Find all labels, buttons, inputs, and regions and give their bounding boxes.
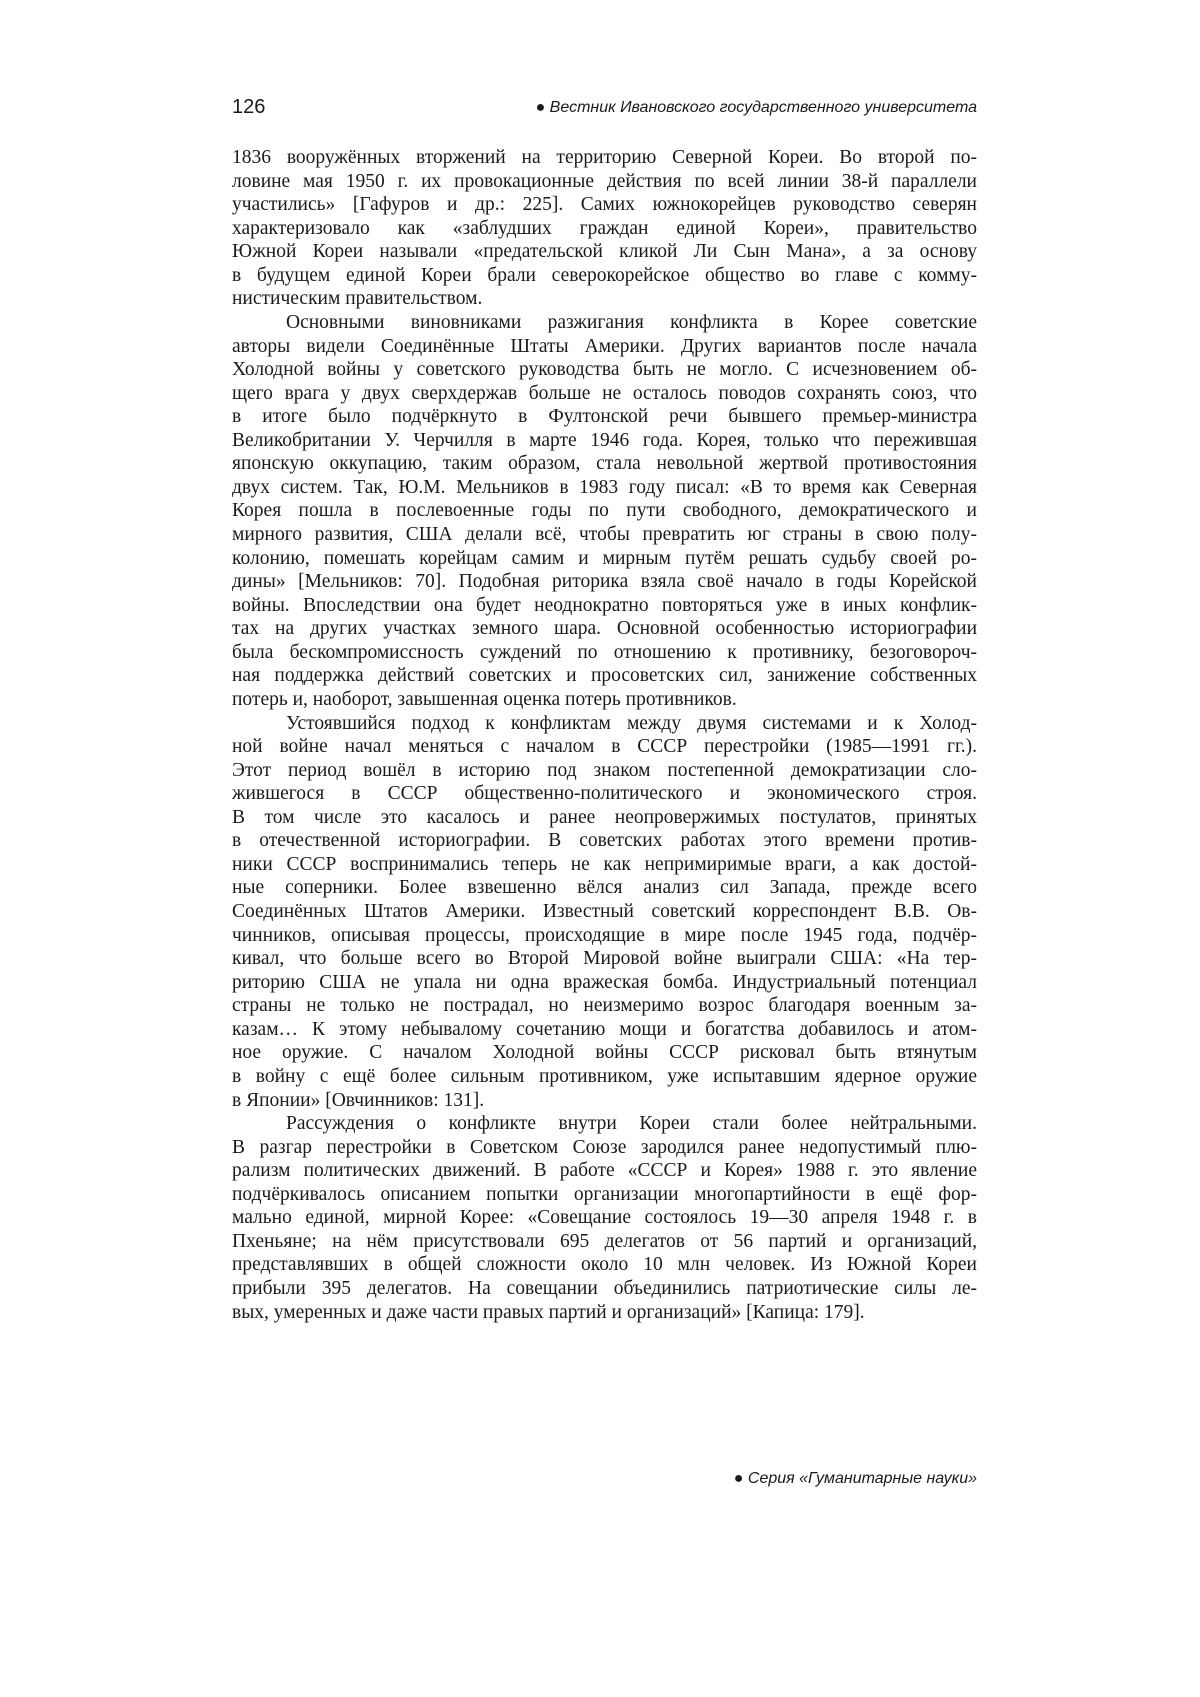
text-line: была бескомпромиссность суждений по отношению к противнику, безоговороч- <box>232 641 977 663</box>
series-footer: ● Серия «Гуманитарные науки» <box>733 1470 977 1487</box>
text-line: в отечественной историографии. В советских работах этого времени против- <box>232 830 977 852</box>
text-line: жившегося в СССР общественно-политического и экономического строя. <box>232 783 977 805</box>
text-line: щего врага у двух сверхдержав больше не осталось поводов сохранять союз, что <box>232 382 977 404</box>
journal-title: ● Вестник Ивановского государственного университета <box>535 99 977 116</box>
text-line: 1836 вооружённых вторжений на территорию Северной Кореи. Во второй по- <box>232 147 977 168</box>
text-line: нистическим правительством. <box>232 288 483 310</box>
text-line: В том числе это касалось и ранее неопровержимых постулатов, принятых <box>232 806 977 828</box>
text-line: представлявших в общей сложности около 10 млн человек. Из Южной Кореи <box>232 1254 977 1276</box>
text-line: Холодной войны у советского руководства быть не могло. С исчезновением об- <box>232 359 977 381</box>
text-line: характеризовало как «заблудших граждан единой Кореи», правительство <box>232 217 977 239</box>
text-line: чинников, описывая процессы, происходящие в мире после 1945 года, подчёр- <box>232 924 977 946</box>
text-line: Южной Кореи называли «предательской кликой Ли Сын Мана», а за основу <box>232 241 977 263</box>
text-line: Корея пошла в послевоенные годы по пути свободного, демократического и <box>232 500 977 522</box>
text-line: в Японии» [Овчинников: 131]. <box>232 1089 485 1111</box>
text-line: кивал, что больше всего во Второй Мировой войне выиграли США: «На тер- <box>232 948 977 970</box>
text-line: мирного развития, США делали всё, чтобы превратить юг страны в свою полу- <box>232 524 977 545</box>
text-line: ники СССР воспринимались теперь не как непримиримые враги, а как достой- <box>232 853 977 875</box>
text-line: в войну с ещё более сильным противником, уже испытавшим ядерное оружие <box>232 1065 977 1087</box>
text-line: риторию США не упала ни одна вражеская бомба. Индустриальный потенциал <box>232 971 977 993</box>
paragraph <box>232 712 977 1113</box>
text-line: двух систем. Так, Ю.М. Мельников в 1983 году писал: «В то время как Северная <box>232 476 977 498</box>
paragraph <box>232 311 977 712</box>
text-line: ной войне начал меняться с началом в СССР перестройки (1985—1991 гг.). <box>232 736 977 758</box>
text-line: в будущем единой Кореи брали северокорейское общество во главе с комму- <box>232 264 977 286</box>
text-line: мально единой, мирной Корее: «Совещание состоялось 19—30 апреля 1948 г. в <box>232 1207 977 1229</box>
text-line: японскую оккупацию, таким образом, стала невольной жертвой противостояния <box>232 453 977 475</box>
text-line: подчёркивалось описанием попытки организации многопартийности в ещё фор- <box>232 1183 977 1205</box>
text-line: Этот период вошёл в историю под знаком постепенной демократизации сло- <box>232 759 977 781</box>
text-line: участились» [Гафуров и др.: 225]. Самих южнокорейцев руководство северян <box>232 194 977 216</box>
text-line: колонию, помешать корейцам самим и мирным путём решать судьбу своей ро- <box>232 547 977 569</box>
text-line: В разгар перестройки в Советском Союзе зародился ранее недопустимый плю- <box>232 1136 977 1158</box>
paragraph <box>232 146 977 311</box>
text-line: рализм политических движений. В работе «СССР и Корея» 1988 г. это явление <box>232 1160 977 1182</box>
text-line: дины» [Мельников: 70]. Подобная риторика взяла своё начало в годы Корейской <box>232 571 977 593</box>
text-line: Пхеньяне; на нём присутствовали 695 делегатов от 56 партий и организаций, <box>232 1230 977 1252</box>
text-line: Великобритании У. Черчилля в марте 1946 года. Корея, только что пережившая <box>232 429 977 451</box>
text-line: тах на других участках земного шара. Основной особенностью историографии <box>232 618 977 640</box>
text-line: в итоге было подчёркнуто в Фултонской речи бывшего премьер-министра <box>232 406 977 428</box>
text-line: ловине мая 1950 г. их провокационные действия по всей линии 38-й параллели <box>232 170 977 192</box>
text-line: ная поддержка действий советских и просоветских сил, занижение собственных <box>232 665 977 687</box>
text-line: Устоявшийся подход к конфликтам между двумя системами и к Холод- <box>286 712 977 734</box>
text-line: потерь и, наоборот, завышенная оценка потерь противников. <box>232 688 737 710</box>
text-line: войны. Впоследствии она будет неоднократно повторяться уже в иных конфлик- <box>232 594 977 616</box>
text-line: ное оружие. С началом Холодной войны СССР рисковал быть втянутым <box>232 1042 977 1064</box>
page-number: 126 <box>232 96 266 118</box>
text-line: страны не только не пострадал, но неизмеримо возрос благодаря военным за- <box>232 995 977 1017</box>
text-line: Рассуждения о конфликте внутри Кореи стали более нейтральными. <box>286 1113 977 1135</box>
paragraph <box>232 1112 977 1324</box>
text-line: прибыли 395 делегатов. На совещании объединились патриотические силы ле- <box>232 1278 977 1299</box>
text-line: авторы видели Соединённые Штаты Америки. Других вариантов после начала <box>232 335 977 357</box>
text-line: вых, умеренных и даже части правых партий и организаций» [Капица: 179]. <box>232 1301 865 1323</box>
text-line: ные соперники. Более взвешенно вёлся анализ сил Запада, прежде всего <box>232 877 977 899</box>
page-header <box>232 96 977 122</box>
text-line: казам… К этому небывалому сочетанию мощи и богатства добавилось и атом- <box>232 1018 977 1040</box>
text-line: Основными виновниками разжигания конфликта в Корее советские <box>286 311 977 333</box>
article-body <box>232 146 977 1324</box>
text-line: Соединённых Штатов Америки. Известный советский корреспондент В.В. Ов- <box>232 901 977 922</box>
